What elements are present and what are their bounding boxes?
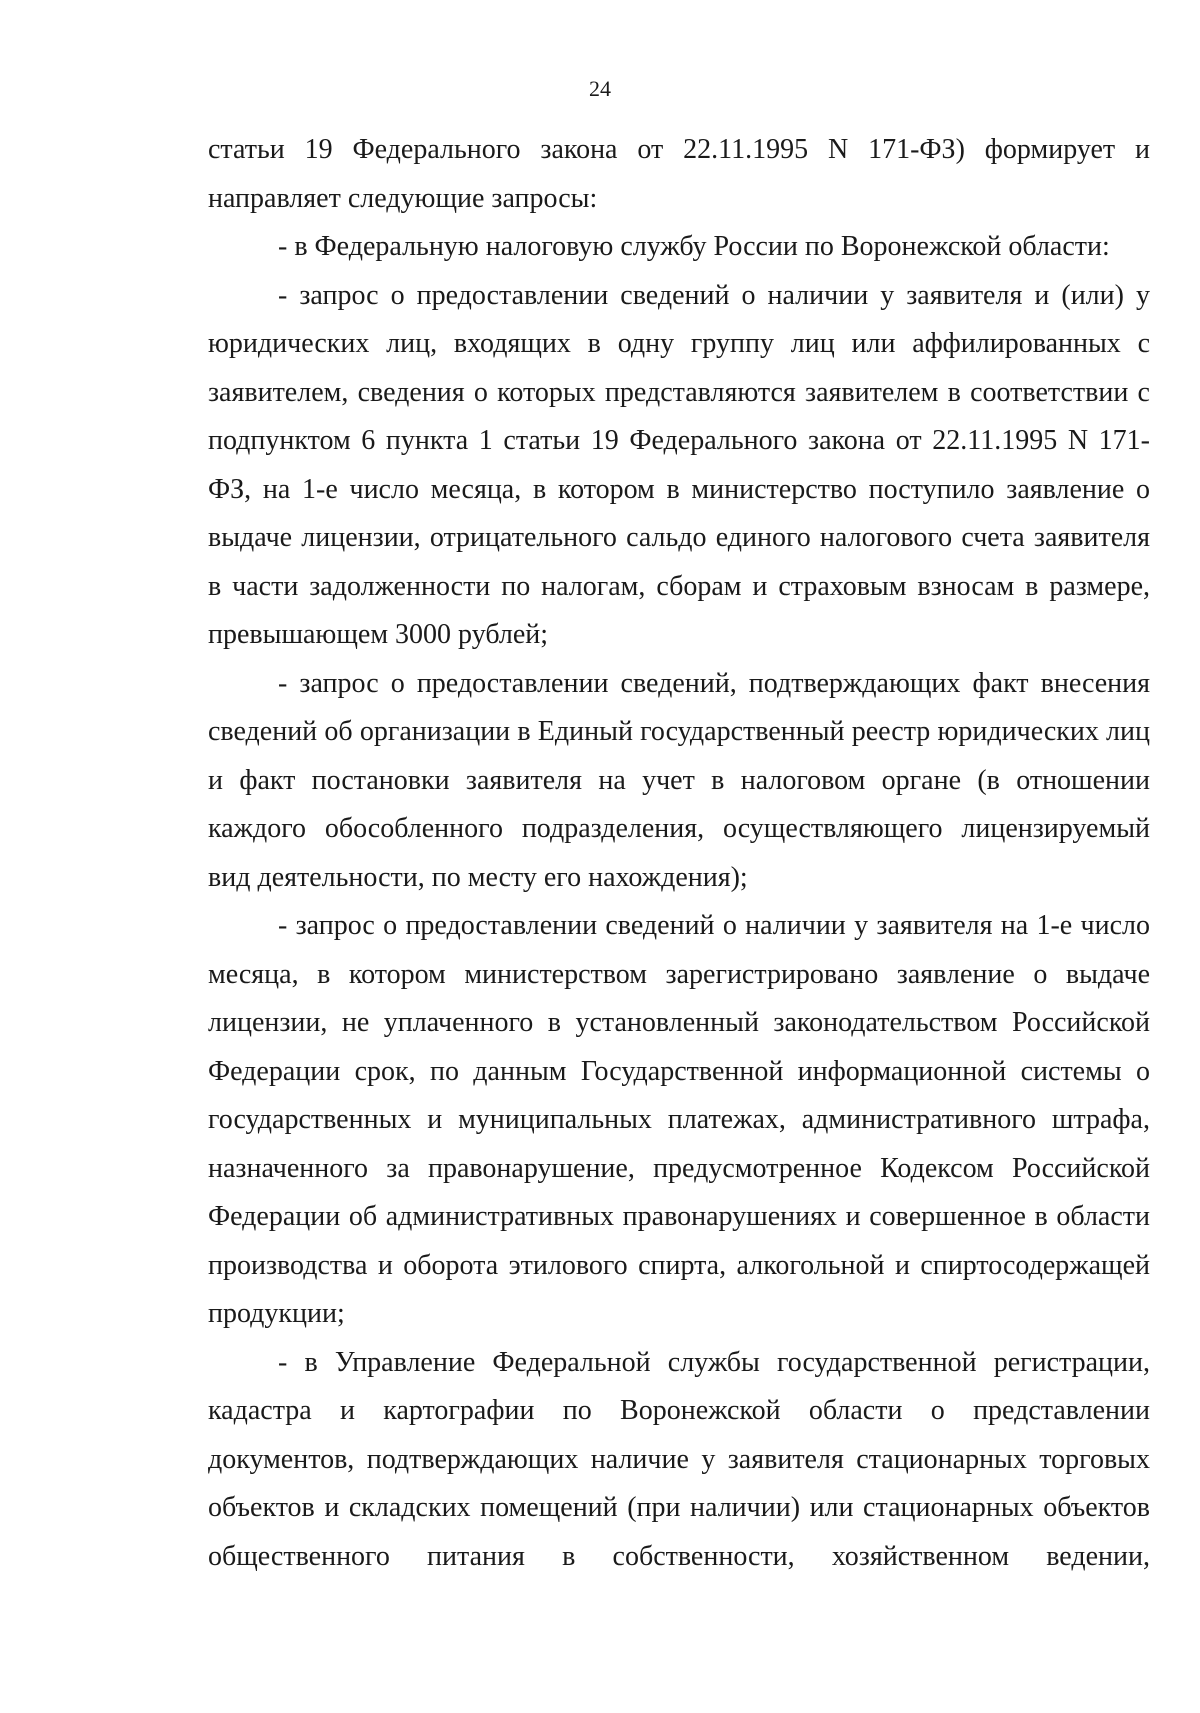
paragraph-request-negative-balance: - запрос о предоставлении сведений о наличии у заявителя и (или) у юридических лиц, входящих в одну группу лиц или аффилированных с заявителем, сведения о которых представляются заявителем в соответствии с подпунктом 6 пункта 1 статьи 19 Федерального закона от 22.11.1995 N 171-ФЗ, на 1-е число месяца, в котором в министерство поступило заявление о выдаче лицензии, отрицательного сальдо единого налогового счета заявителя в части задолженности по налогам, сборам и страховым взносам в размере, превышающем 3000 рублей; <box>208 279 1150 650</box>
paragraph-tax-service-heading: - в Федеральную налоговую службу России по Воронежской области: <box>278 231 1110 262</box>
page-number: 24 <box>589 76 611 101</box>
paragraph-rosreestr-request: - в Управление Федеральной службы государственной регистрации, кадастра и картографии по Воронежской области о представлении документов, подтверждающих наличие у заявителя стационарных торговых объектов и складских помещений (при наличии) или стационарных объектов общественного питания в собственности, хозяйственном ведении, <box>208 1346 1150 1572</box>
paragraph-request-egrul: - запрос о предоставлении сведений, подтверждающих факт внесения сведений об организации в Единый государственный реестр юридических лиц и факт постановки заявителя на учет в налоговом органе (в отношении каждого обособленного подразделения, осуществляющего лицензируемый вид деятельности, по месту его нахождения); <box>208 667 1150 893</box>
paragraph-continuation: статьи 19 Федерального закона от 22.11.1995 N 171-ФЗ) формирует и направляет следующие запросы: <box>208 134 1150 214</box>
document-body <box>208 126 1150 1581</box>
paragraph-request-fines: - запрос о предоставлении сведений о наличии у заявителя на 1-е число месяца, в котором министерством зарегистрировано заявление о выдаче лицензии, не уплаченного в установленный законодательством Российской Федерации срок, по данным Государственной информационной системы о государственных и муниципальных платежах, административного штрафа, назначенного за правонарушение, предусмотренное Кодексом Российской Федерации об административных правонарушениях и совершенное в области производства и оборота этилового спирта, алкогольной и спиртосодержащей продукции; <box>208 910 1150 1329</box>
